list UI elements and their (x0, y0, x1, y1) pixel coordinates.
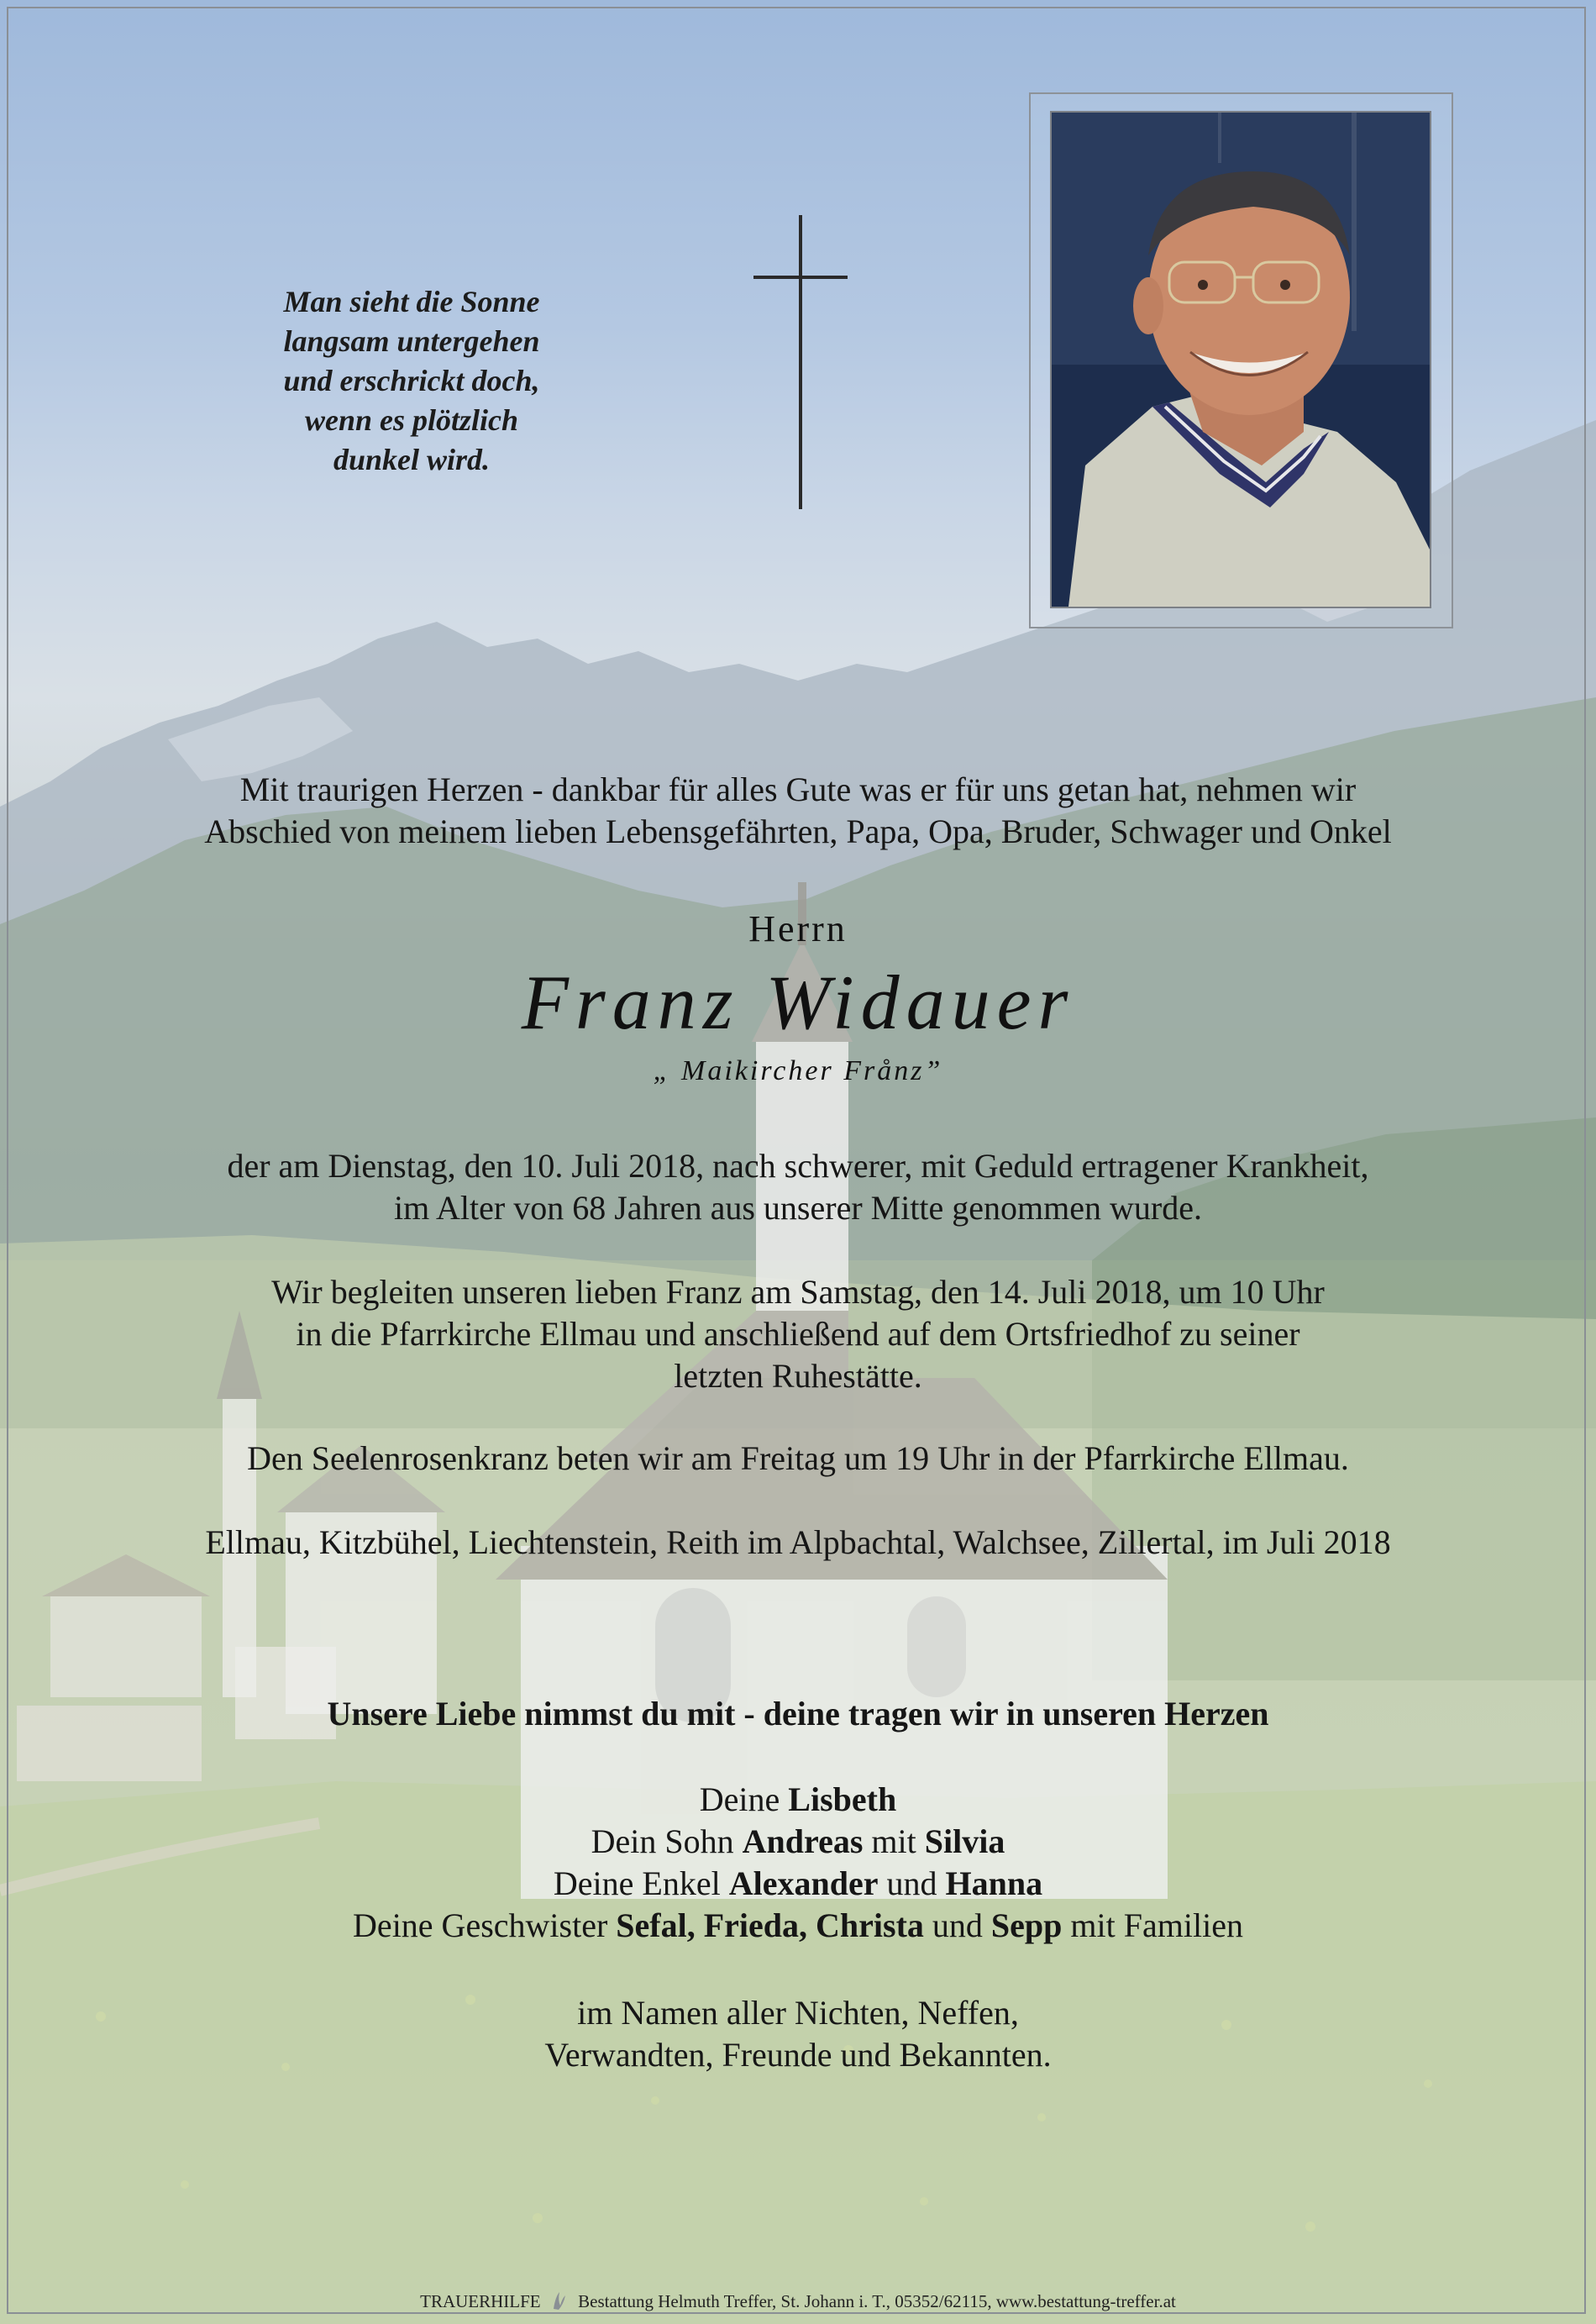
mourner-line (0, 1906, 1596, 1945)
mourner-name: Sepp (990, 1906, 1063, 1944)
portrait-illustration (1052, 113, 1430, 607)
mourner-relation: Deine (699, 1780, 780, 1818)
cross-vertical-bar (799, 215, 802, 509)
closing-line: im Namen aller Nichten, Neffen, (577, 1994, 1019, 2032)
trauerhilfe-logo-icon (550, 2289, 569, 2312)
cross-horizontal-bar (753, 276, 848, 279)
mourner-line (0, 1780, 1596, 1819)
mourner-connector: mit (871, 1822, 916, 1860)
deceased-nickname: „ Maikircher Frånz” (653, 1055, 943, 1086)
quote-line: und erschrickt doch, (283, 364, 540, 397)
mourner-name: Silvia (924, 1822, 1005, 1860)
closing-line: Verwandten, Freunde und Bekannten. (544, 2036, 1052, 2074)
mourner-suffix: mit Familien (1070, 1906, 1243, 1944)
mourner-line (0, 1864, 1596, 1903)
mourner-name: Sefal, Frieda, Christa (616, 1906, 924, 1944)
funeral-line: letzten Ruhestätte. (674, 1357, 922, 1395)
honorific-title: Herrn (748, 908, 848, 949)
mourner-name: Alexander (728, 1864, 879, 1902)
intro-line: Mit traurigen Herzen - dankbar für alles Gute was er für uns getan hat, nehmen wir (239, 770, 1357, 808)
footer-text: Bestattung Helmuth Treffer, St. Johann i. T., 05352/62115, www.bestattung-treffer.at (578, 2291, 1176, 2311)
quote-line: dunkel wird. (333, 443, 491, 476)
footer-brand: TRAUERHILFE (420, 2291, 541, 2311)
places-date-line: Ellmau, Kitzbühel, Liechtenstein, Reith im Alpbachtal, Walchsee, Zillertal, im Juli 2018 (205, 1523, 1391, 1561)
mourner-connector: und (886, 1864, 937, 1902)
death-line: im Alter von 68 Jahren aus unserer Mitte genommen wurde. (394, 1189, 1202, 1227)
rosary-line: Den Seelenrosenkranz beten wir am Freitag um 19 Uhr in der Pfarrkirche Ellmau. (247, 1439, 1349, 1477)
motto-line: Unsere Liebe nimmst du mit - deine tragen wir in unseren Herzen (327, 1695, 1269, 1732)
quote-line: langsam untergehen (283, 324, 540, 358)
intro-line: Abschied von meinem lieben Lebensgefährten, Papa, Opa, Bruder, Schwager und Onkel (204, 812, 1392, 850)
quote-line: Man sieht die Sonne (283, 285, 540, 318)
mourner-name: Lisbeth (788, 1780, 897, 1818)
mourner-name: Hanna (945, 1864, 1043, 1902)
funeral-line: Wir begleiten unseren lieben Franz am Samstag, den 14. Juli 2018, um 10 Uhr (271, 1273, 1325, 1311)
mourner-relation: Dein Sohn (591, 1822, 734, 1860)
deceased-name: Franz Widauer (521, 960, 1075, 1045)
mourner-name: Andreas (742, 1822, 864, 1860)
footer-imprint (0, 2289, 1596, 2312)
mourner-relation: Deine Enkel (553, 1864, 721, 1902)
mourner-line (0, 1822, 1596, 1861)
mourner-connector: und (932, 1906, 983, 1944)
mourner-relation: Deine Geschwister (353, 1906, 608, 1944)
memorial-quote (235, 282, 588, 480)
portrait-photo (1052, 113, 1430, 607)
funeral-line: in die Pfarrkirche Ellmau und anschließend auf dem Ortsfriedhof zu seiner (296, 1315, 1300, 1353)
death-line: der am Dienstag, den 10. Juli 2018, nach schwerer, mit Geduld ertragener Krankheit, (227, 1147, 1369, 1185)
quote-line: wenn es plötzlich (304, 403, 519, 437)
